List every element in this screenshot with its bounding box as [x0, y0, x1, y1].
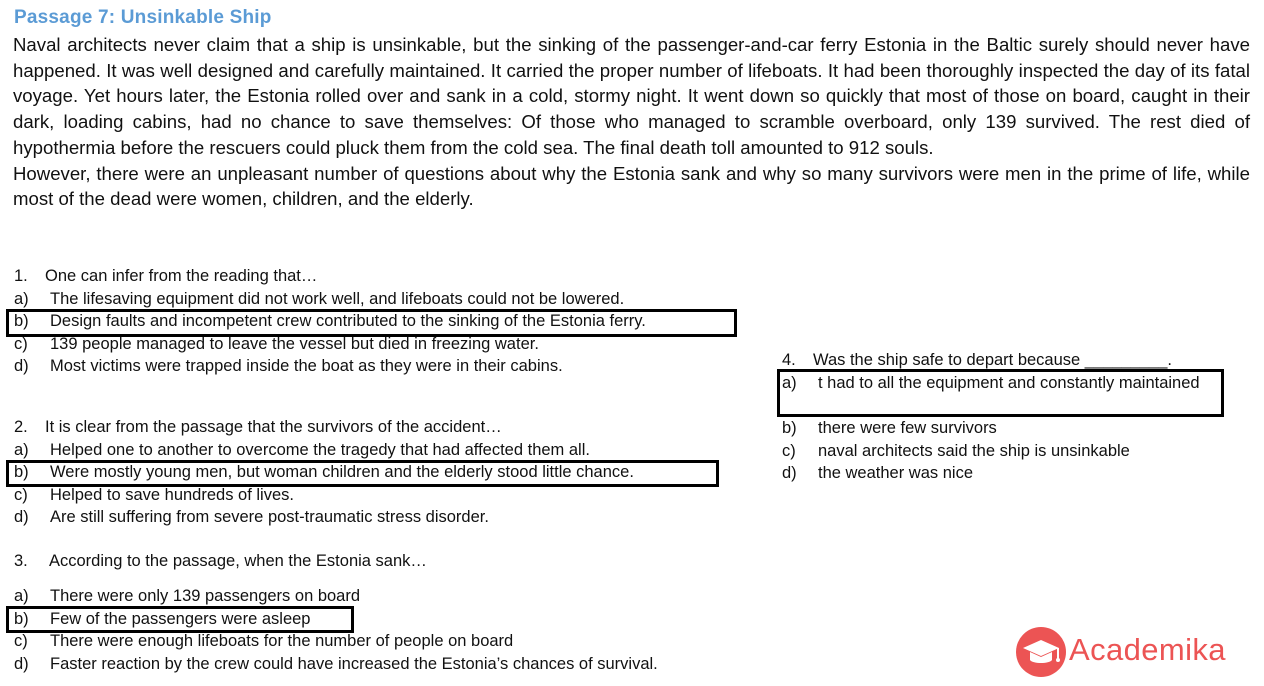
option-text: Most victims were trapped inside the boat as they were in their cabins. — [50, 357, 563, 375]
answer-highlight-box — [6, 460, 719, 487]
option-text: Helped one to another to overcome the tragedy that had affected them all. — [50, 440, 590, 459]
question-text: One can infer from the reading that… — [45, 267, 318, 285]
option-label: b) — [14, 463, 29, 481]
passage-paragraph: Naval architects never claim that a ship is unsinkable, but the sinking of the passenger-and-car ferry Estonia in the Baltic surely should never have happened. It was well designed and carefully maintained. It carried the proper number of lifeboats. It had been thoroughly inspected the day of its fatal voyage. Yet hours later, the Estonia rolled over and sank in a cold, stormy night. It went down so quickly that most of those on board, caught in their dark, loading cabins, had no chance to save themselves: Of those who managed to scramble overboard, only 139 survived. The rest died of hypothermia before the rescuers could pluck them from the cold sea. The final death toll amounted to 912 souls. — [13, 34, 1250, 158]
answer-highlight-box — [777, 369, 1224, 417]
option-text: Were mostly young men, but woman children and the elderly stood little chance. — [50, 463, 634, 481]
option-text: Design faults and incompetent crew contributed to the sinking of the Estonia ferry. — [50, 312, 646, 330]
question-number: 4. — [782, 351, 796, 369]
option-text: There were only 139 passengers on board — [50, 587, 361, 605]
option-label: b) — [14, 609, 29, 628]
option-text: Are still suffering from severe post-traumatic stress disorder. — [50, 508, 489, 526]
option-text: Few of the passengers were asleep — [50, 609, 311, 628]
option-text: The lifesaving equipment did not work well, and lifeboats could not be lowered. — [50, 289, 625, 308]
option-label: a) — [14, 289, 29, 308]
option-text: Faster reaction by the crew could have increased the Estonia’s chances of survival. — [50, 654, 658, 673]
option-text: Helped to save hundreds of lives. — [50, 485, 294, 504]
option-text: 139 people managed to leave the vessel but died in freezing water. — [50, 334, 539, 353]
question-text: It is clear from the passage that the survivors of the accident… — [45, 418, 502, 436]
option-text: the weather was nice — [818, 464, 974, 482]
option-text: naval architects said the ship is unsinkable — [818, 441, 1130, 460]
option-label: c) — [14, 485, 28, 504]
logo-text: Academika — [1069, 632, 1226, 667]
option-label: a) — [14, 587, 29, 605]
option-label: b) — [782, 419, 797, 437]
option-label: d) — [14, 357, 29, 375]
passage-paragraph: However, there were an unpleasant number of questions about why the Estonia sank and why so many survivors were men in the prime of life, while most of the dead were women, children, and the elderly. — [13, 162, 1250, 210]
option-label: c) — [14, 632, 28, 650]
passage-title: Passage 7: Unsinkable Ship — [14, 7, 272, 28]
option-label: d) — [14, 508, 29, 526]
option-label: a) — [14, 440, 29, 459]
option-text: there were few survivors — [818, 419, 997, 437]
question-number: 3. — [14, 552, 28, 570]
answer-highlight-box — [6, 309, 737, 337]
option-text: There were enough lifeboats for the number of people on board — [50, 632, 514, 650]
answer-highlight-box — [6, 606, 354, 633]
option-label: b) — [14, 312, 29, 330]
option-text: t had to all the equipment and constantly maintained — [818, 374, 1200, 392]
option-label: d) — [782, 464, 797, 482]
question-number: 1. — [14, 267, 28, 285]
option-label: c) — [782, 441, 796, 460]
question-number: 2. — [14, 418, 28, 436]
option-label: a) — [782, 374, 797, 392]
option-label: d) — [14, 654, 29, 673]
question-text: Was the ship safe to depart because _________. — [813, 351, 1172, 369]
question-text: According to the passage, when the Estonia sank… — [49, 552, 427, 570]
graduation-cap-icon — [1015, 626, 1067, 678]
option-label: c) — [14, 334, 28, 353]
passage-body — [13, 32, 1250, 212]
